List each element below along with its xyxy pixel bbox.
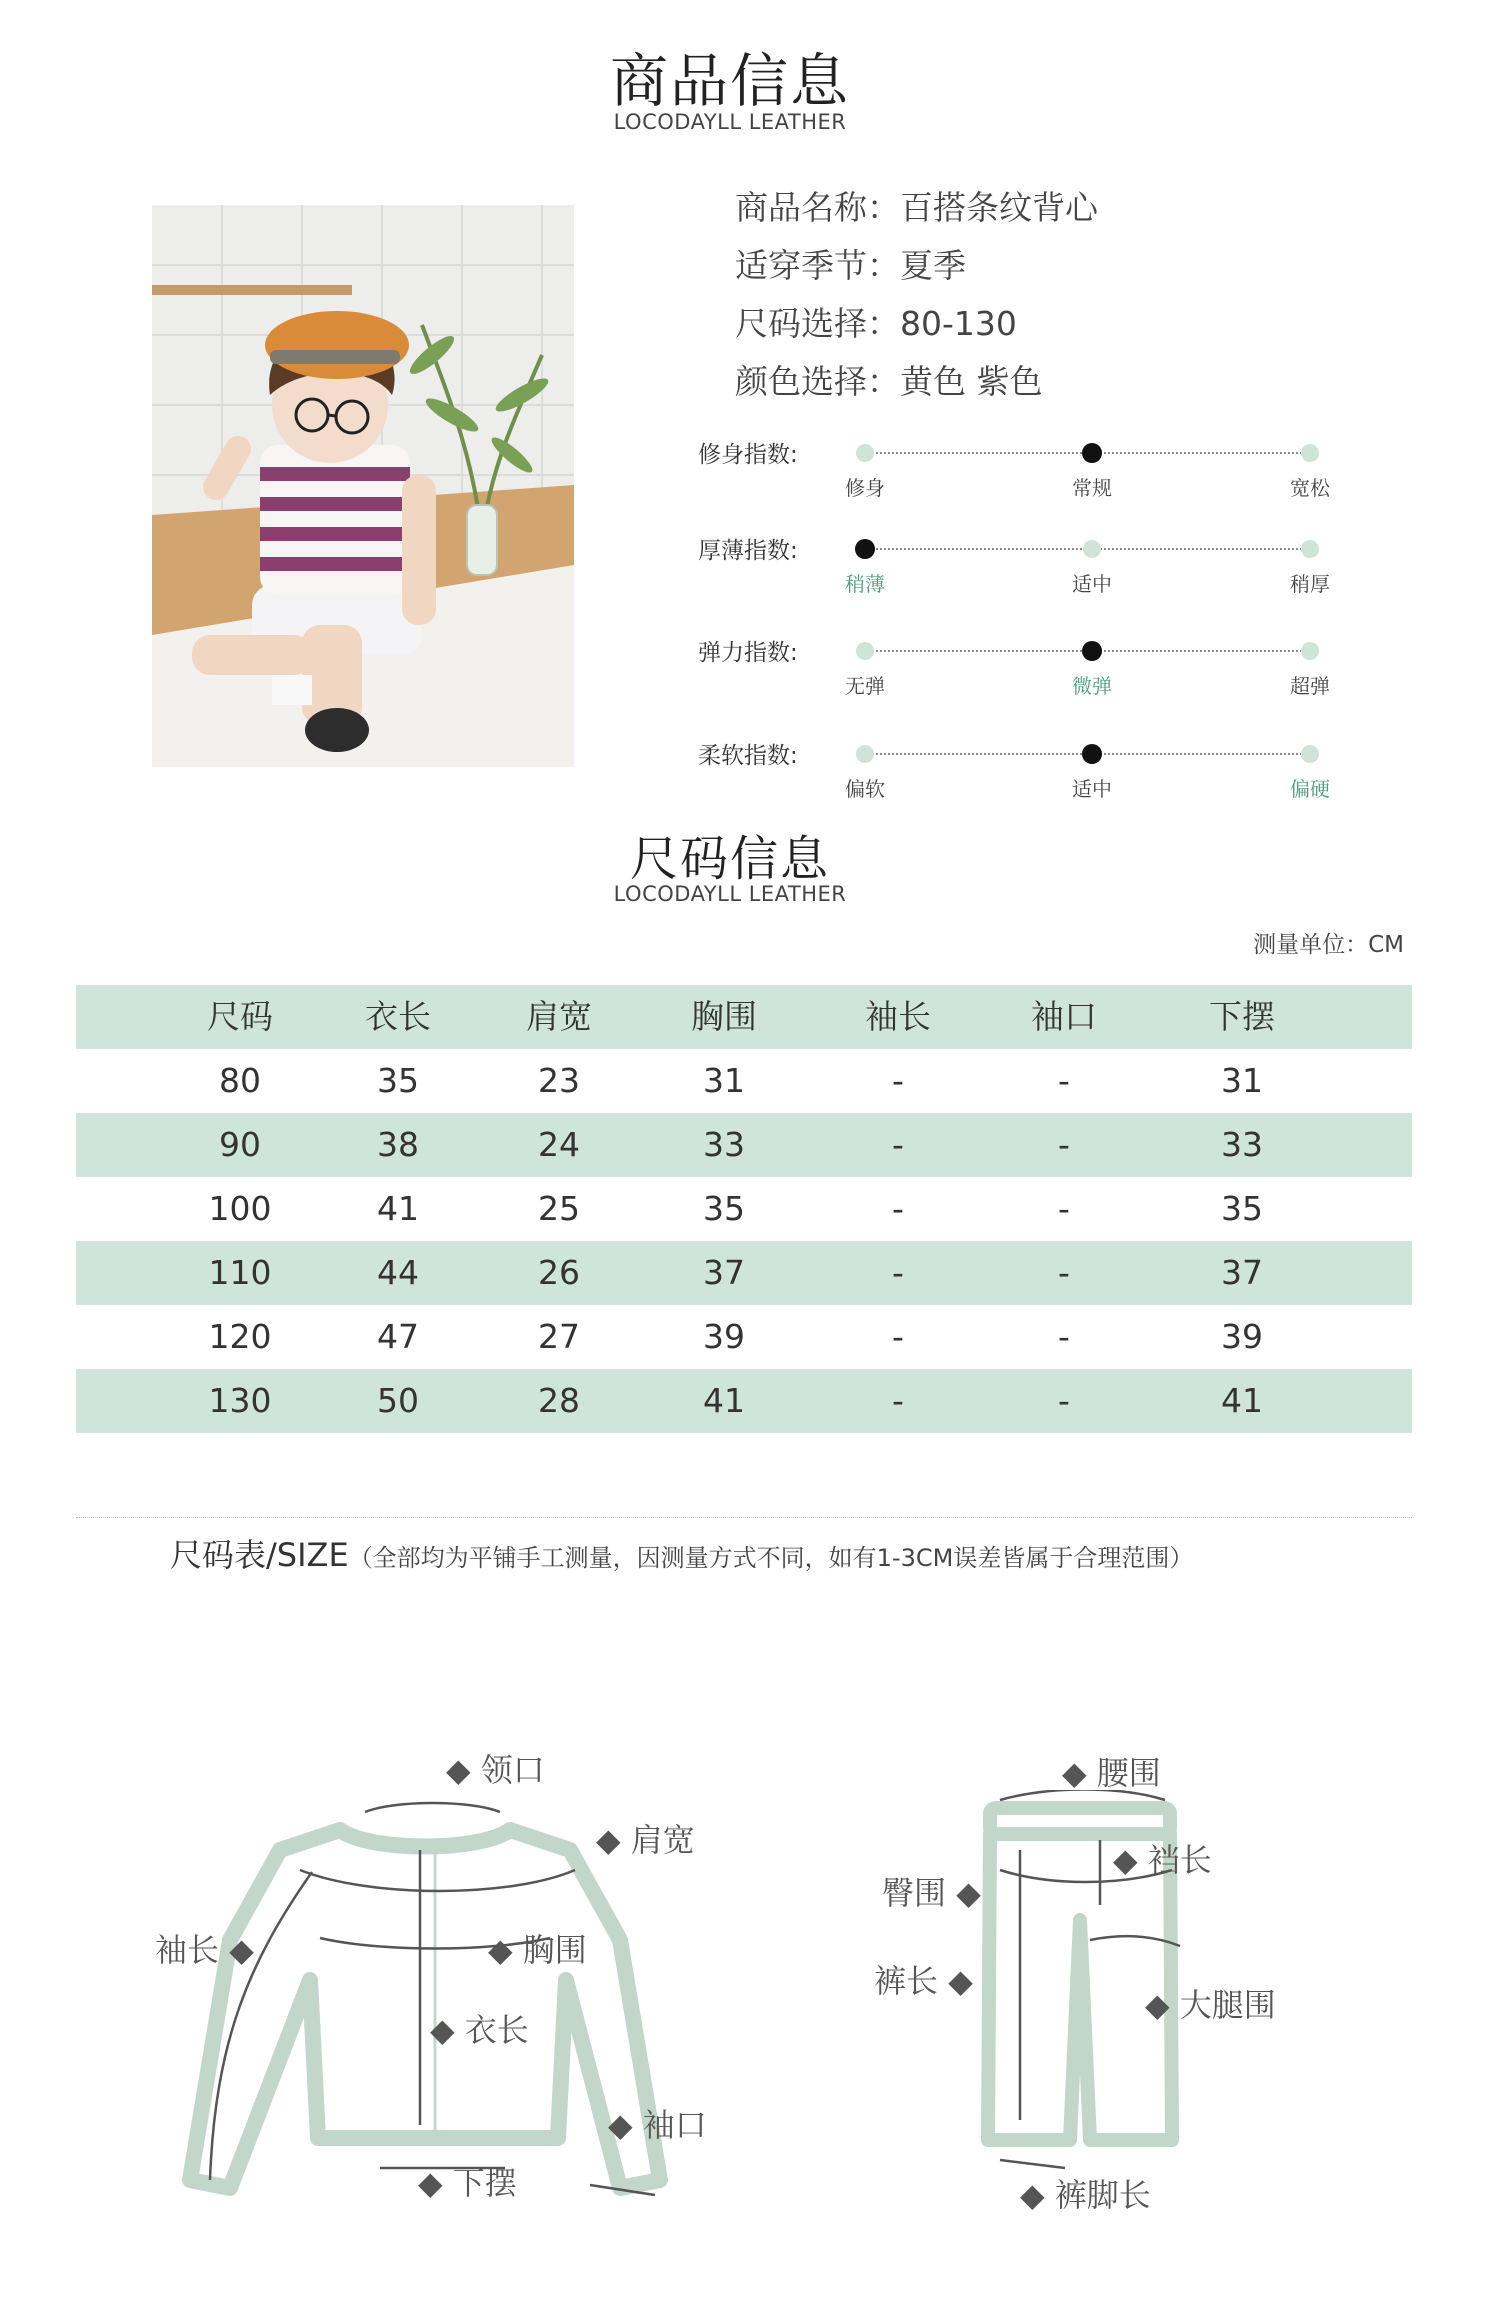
info-row-size [735, 298, 1017, 345]
table-row [76, 1305, 1412, 1369]
table-cell: 41 [1221, 1381, 1263, 1420]
table-cell: 38 [377, 1125, 419, 1164]
size-note-title: 尺码表/SIZE [170, 1536, 349, 1574]
index-option-label: 微弹 [1072, 674, 1112, 698]
table-cell: - [892, 1253, 904, 1292]
table-cell: 23 [538, 1061, 580, 1100]
index-dot-selected [1082, 744, 1102, 764]
info-row-season [735, 240, 966, 287]
table-cell: 33 [1221, 1125, 1263, 1164]
info-value: 黄色 紫色 [900, 362, 1043, 401]
index-dot [856, 642, 874, 660]
info-value: 百搭条纹背心 [900, 188, 1098, 227]
label-cuff: ◆ 袖口 [608, 2106, 707, 2144]
info-value: 80-130 [900, 304, 1017, 343]
table-cell: - [892, 1317, 904, 1356]
size-section-title: 尺码信息 [629, 831, 830, 887]
label-rise: ◆ 裆长 [1113, 1841, 1212, 1879]
table-cell: 35 [377, 1061, 419, 1100]
table-cell: 37 [1221, 1253, 1263, 1292]
size-table [76, 985, 1412, 1433]
table-cell: - [1058, 1125, 1070, 1164]
info-value: 夏季 [900, 246, 966, 285]
table-cell: - [892, 1381, 904, 1420]
label-neck: ◆ 领口 [446, 1751, 545, 1789]
table-cell: 27 [538, 1317, 580, 1356]
table-cell: 39 [1221, 1317, 1263, 1356]
index-dot [856, 745, 874, 763]
table-cell: 31 [703, 1061, 745, 1100]
measurement-unit: 测量单位：CM [1253, 932, 1404, 958]
info-row-name [735, 182, 1098, 229]
index-option-label: 适中 [1072, 572, 1112, 596]
table-header-cell: 袖口 [1031, 997, 1097, 1036]
table-cell: 41 [703, 1381, 745, 1420]
table-header-cell: 胸围 [691, 997, 757, 1036]
label-leg-opening: ◆ 裤脚长 [1020, 2176, 1151, 2214]
label-pant-length: 裤长 ◆ [874, 1962, 973, 2000]
index-label: 弹力指数: [698, 640, 798, 666]
table-cell: 44 [377, 1253, 419, 1292]
table-cell: 47 [377, 1317, 419, 1356]
table-row [76, 1177, 1412, 1241]
table-cell: 120 [208, 1317, 272, 1356]
table-header-cell: 下摆 [1209, 997, 1275, 1036]
table-cell: 39 [703, 1317, 745, 1356]
label-hip: 臀围 ◆ [882, 1874, 981, 1912]
info-row-color [735, 356, 1043, 403]
index-option-label: 稍厚 [1290, 572, 1330, 596]
table-cell: 41 [377, 1189, 419, 1228]
index-dot [1301, 540, 1319, 558]
table-header-cell: 肩宽 [526, 997, 592, 1036]
size-note [170, 1530, 1193, 1576]
table-cell: 35 [703, 1189, 745, 1228]
table-cell: 37 [703, 1253, 745, 1292]
product-section-title: 商品信息 [609, 47, 850, 115]
table-row [76, 1049, 1412, 1113]
table-header-row [76, 985, 1412, 1049]
table-cell: 35 [1221, 1189, 1263, 1228]
label-chest: ◆ 胸围 [488, 1931, 587, 1969]
index-dot [1083, 540, 1101, 558]
index-dot [856, 444, 874, 462]
index-dot-selected [855, 539, 875, 559]
index-option-label: 常规 [1072, 476, 1112, 500]
index-option-label: 适中 [1072, 777, 1112, 801]
table-cell: - [892, 1189, 904, 1228]
index-option-label: 无弹 [845, 674, 885, 698]
index-label: 厚薄指数: [698, 538, 798, 564]
product-section-subtitle: LOCODAYLL LEATHER [613, 110, 847, 134]
table-cell: 26 [538, 1253, 580, 1292]
label-thigh: ◆ 大腿围 [1145, 1986, 1276, 2024]
size-section-subtitle: LOCODAYLL LEATHER [613, 882, 847, 906]
label-hem: ◆ 下摆 [418, 2164, 517, 2202]
table-header-cell: 袖长 [865, 997, 931, 1036]
label-length: ◆ 衣长 [430, 2011, 529, 2049]
label-shoulder: ◆ 肩宽 [596, 1821, 695, 1859]
label-waist: ◆ 腰围 [1062, 1754, 1161, 1792]
index-option-label: 偏硬 [1290, 777, 1330, 801]
table-cell: 130 [208, 1381, 272, 1420]
info-label: 适穿季节： [735, 246, 900, 285]
info-label: 尺码选择： [735, 304, 900, 343]
product-photo [152, 205, 574, 767]
index-dot [1301, 444, 1319, 462]
table-row [76, 1113, 1412, 1177]
info-label: 商品名称： [735, 188, 900, 227]
size-note-text: （全部均为平铺手工测量，因测量方式不同，如有1-3CM误差皆属于合理范围） [348, 1544, 1194, 1572]
table-cell: - [1058, 1381, 1070, 1420]
table-cell: - [1058, 1317, 1070, 1356]
table-cell: 80 [219, 1061, 261, 1100]
table-cell: 24 [538, 1125, 580, 1164]
label-sleeve: 袖长 ◆ [155, 1931, 254, 1969]
table-cell: - [892, 1061, 904, 1100]
info-label: 颜色选择： [735, 362, 900, 401]
index-dot-selected [1082, 443, 1102, 463]
divider [76, 1517, 1412, 1518]
table-row [76, 1369, 1412, 1433]
table-cell: - [1058, 1189, 1070, 1228]
table-cell: - [1058, 1061, 1070, 1100]
index-option-label: 稍薄 [845, 572, 885, 596]
table-cell: 100 [208, 1189, 272, 1228]
index-dot [1301, 642, 1319, 660]
table-cell: 110 [208, 1253, 272, 1292]
table-header-cell: 尺码 [207, 997, 273, 1036]
table-cell: 90 [219, 1125, 261, 1164]
index-label: 柔软指数: [698, 743, 798, 769]
index-dot-selected [1082, 641, 1102, 661]
table-cell: 28 [538, 1381, 580, 1420]
child-photo-illustration [152, 205, 574, 767]
table-header-cell: 衣长 [365, 997, 431, 1036]
table-cell: 31 [1221, 1061, 1263, 1100]
index-label: 修身指数: [698, 442, 798, 468]
index-dot [1301, 745, 1319, 763]
table-row [76, 1241, 1412, 1305]
index-option-label: 偏软 [845, 777, 885, 801]
index-option-label: 修身 [845, 476, 885, 500]
table-cell: - [1058, 1253, 1070, 1292]
index-option-label: 超弹 [1290, 674, 1330, 698]
table-cell: 33 [703, 1125, 745, 1164]
table-cell: - [892, 1125, 904, 1164]
table-cell: 25 [538, 1189, 580, 1228]
table-cell: 50 [377, 1381, 419, 1420]
index-option-label: 宽松 [1290, 476, 1330, 500]
